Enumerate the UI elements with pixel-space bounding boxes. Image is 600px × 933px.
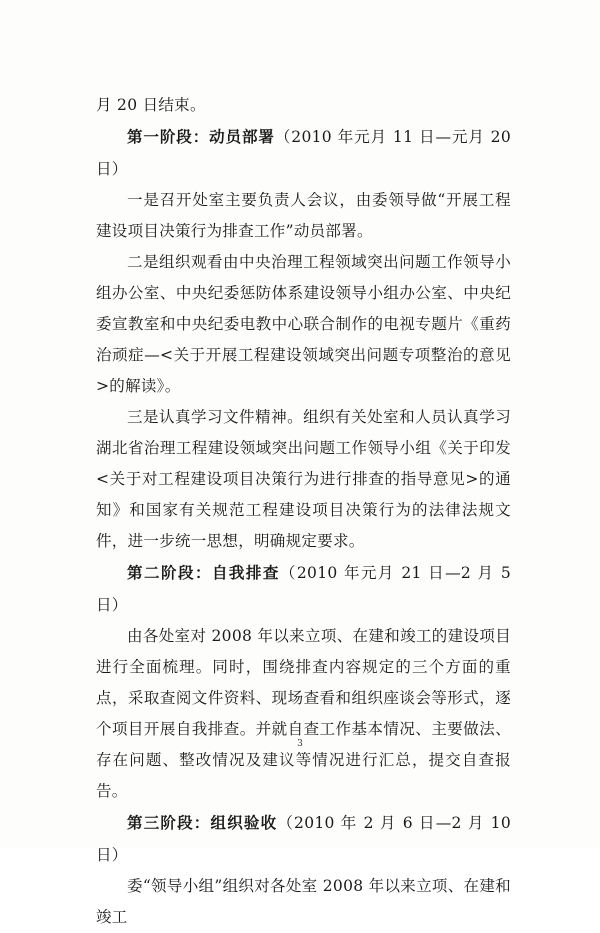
page-number: 3 [297, 739, 303, 749]
stage1-heading: 第一阶段：动员部署 [127, 127, 275, 146]
stage3-heading-line [96, 807, 511, 871]
opening-fragment: 月 20 日结束。 [96, 96, 206, 114]
stage3-body: 委“领导小组”组织对各处室 2008 年以来立项、在建和竣工 [96, 877, 511, 926]
stage1-item-1: 一是召开处室主要负责人会议，由委领导做“开展工程建设项目决策行为排查工作”动员部署。 [96, 191, 511, 240]
stage1-item-3: 三是认真学习文件精神。组织有关处室和人员认真学习湖北省治理工程建设领域突出问题工作领导小组《关于印发<关于对工程建设项目决策行为进行排查的指导意见>的通知》和国家有关规范工程建设项目决策行为的法律法规文件，进一步统一思想，明确规定要求。 [96, 408, 511, 550]
stage1-item-2: 二是组织观看由中央治理工程领域突出问题工作领导小组办公室、中央纪委惩防体系建设领导小组办公室、中央纪委宣教室和中央纪委电教中心联合制作的电视专题片《重药治顽症—<关于开展工程建设领域突出问题专项整治的意见>的解读》。 [96, 253, 511, 395]
stage1-heading-line [96, 121, 511, 185]
stage2-dates: （2010 年元月 21 日—2 月 5 日） [96, 564, 512, 614]
stage2-heading-line [96, 557, 511, 621]
stage2-body: 由各处室对 2008 年以来立项、在建和竣工的建设项目进行全面梳理。同时，围绕排查内容规定的三个方面的重点，采取查阅文件资料、现场查看和组织座谈会等形式，逐个项目开展自我排查。并就自查工作基本情况、主要做法、存在问题、整改情况及建议等情况进行汇总，提交自查报告。 [96, 627, 511, 800]
document-body [96, 90, 511, 933]
stage2-heading: 第二阶段：自我排查 [127, 563, 280, 582]
stage3-dates: （2010 年 2 月 6 日—2 月 10 日） [96, 814, 512, 864]
stage3-heading: 第三阶段：组织验收 [127, 813, 278, 832]
stage1-dates: （2010 年元月 11 日—元月 20 日） [96, 128, 511, 178]
